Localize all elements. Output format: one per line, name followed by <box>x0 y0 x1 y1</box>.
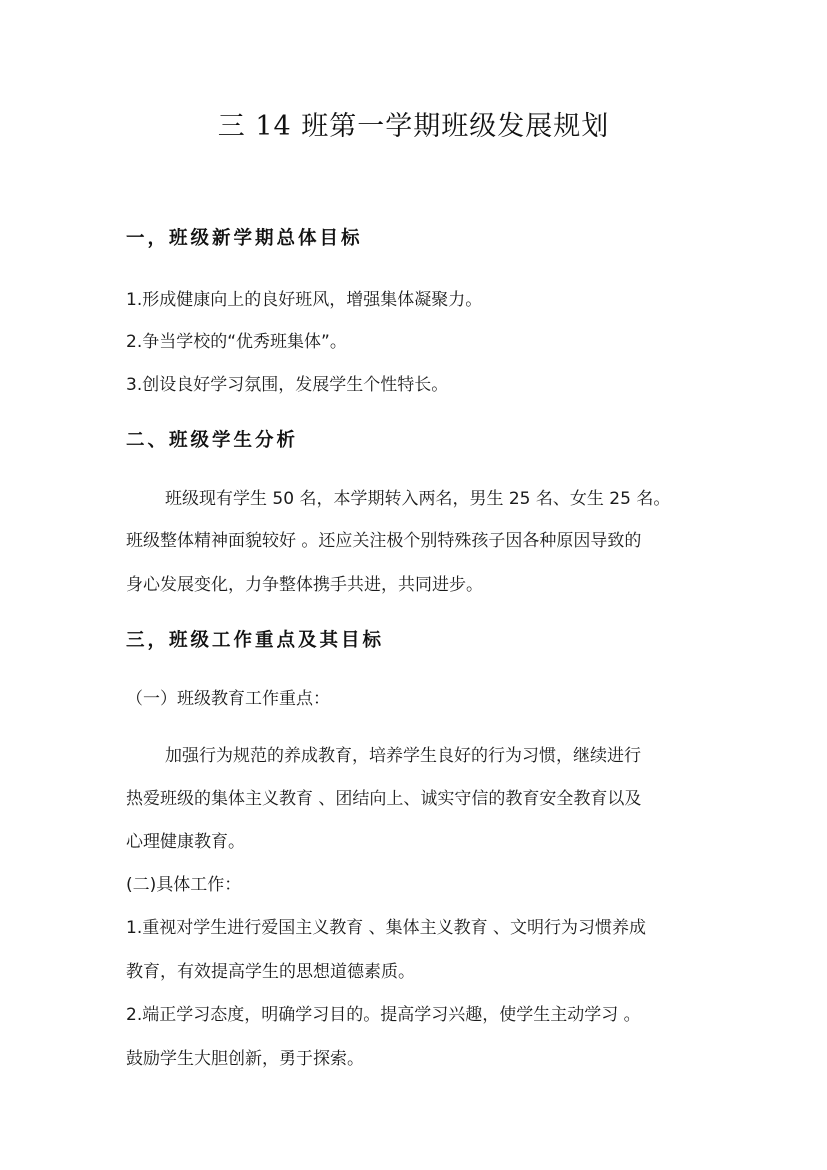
work-line-2: 教育，有效提高学生的思想道德素质。 <box>126 962 415 982</box>
goal-item-3: 3.创设良好学习氛围，发展学生个性特长。 <box>126 375 449 395</box>
section-1-heading: 一，班级新学期总体目标 <box>126 228 363 249</box>
work-line-4: 鼓励学生大胆创新，勇于探索。 <box>126 1049 364 1069</box>
analysis-line-1: 班级现有学生 50 名，本学期转入两名，男生 25 名、女生 25 名。 <box>165 489 671 509</box>
page-title: 三 14 班第一学期班级发展规划 <box>217 111 610 142</box>
section-2-heading: 二、班级学生分析 <box>126 430 299 451</box>
analysis-line-3: 身心发展变化，力争整体携手共进，共同进步。 <box>126 575 483 595</box>
focus-line-3: 心理健康教育。 <box>126 832 245 852</box>
goal-item-1: 1.形成健康向上的良好班风，增强集体凝聚力。 <box>126 290 483 310</box>
focus-line-1: 加强行为规范的养成教育，培养学生良好的行为习惯，继续进行 <box>165 746 641 766</box>
subheading-education-focus: （一）班级教育工作重点： <box>126 689 330 709</box>
focus-line-2: 热爱班级的集体主义教育 、团结向上、诚实守信的教育安全教育以及 <box>126 789 642 809</box>
work-line-1: 1.重视对学生进行爱国主义教育 、集体主义教育 、文明行为习惯养成 <box>126 918 647 938</box>
analysis-line-2: 班级整体精神面貌较好 。还应关注极个别特殊孩子因各种原因导致的 <box>126 531 642 551</box>
goal-item-2: 2.争当学校的“优秀班集体”。 <box>126 332 347 352</box>
subheading-specific-work: (二)具体工作： <box>126 875 242 895</box>
work-line-3: 2.端正学习态度，明确学习目的。提高学习兴趣，使学生主动学习 。 <box>126 1005 641 1025</box>
section-3-heading: 三，班级工作重点及其目标 <box>126 630 385 651</box>
